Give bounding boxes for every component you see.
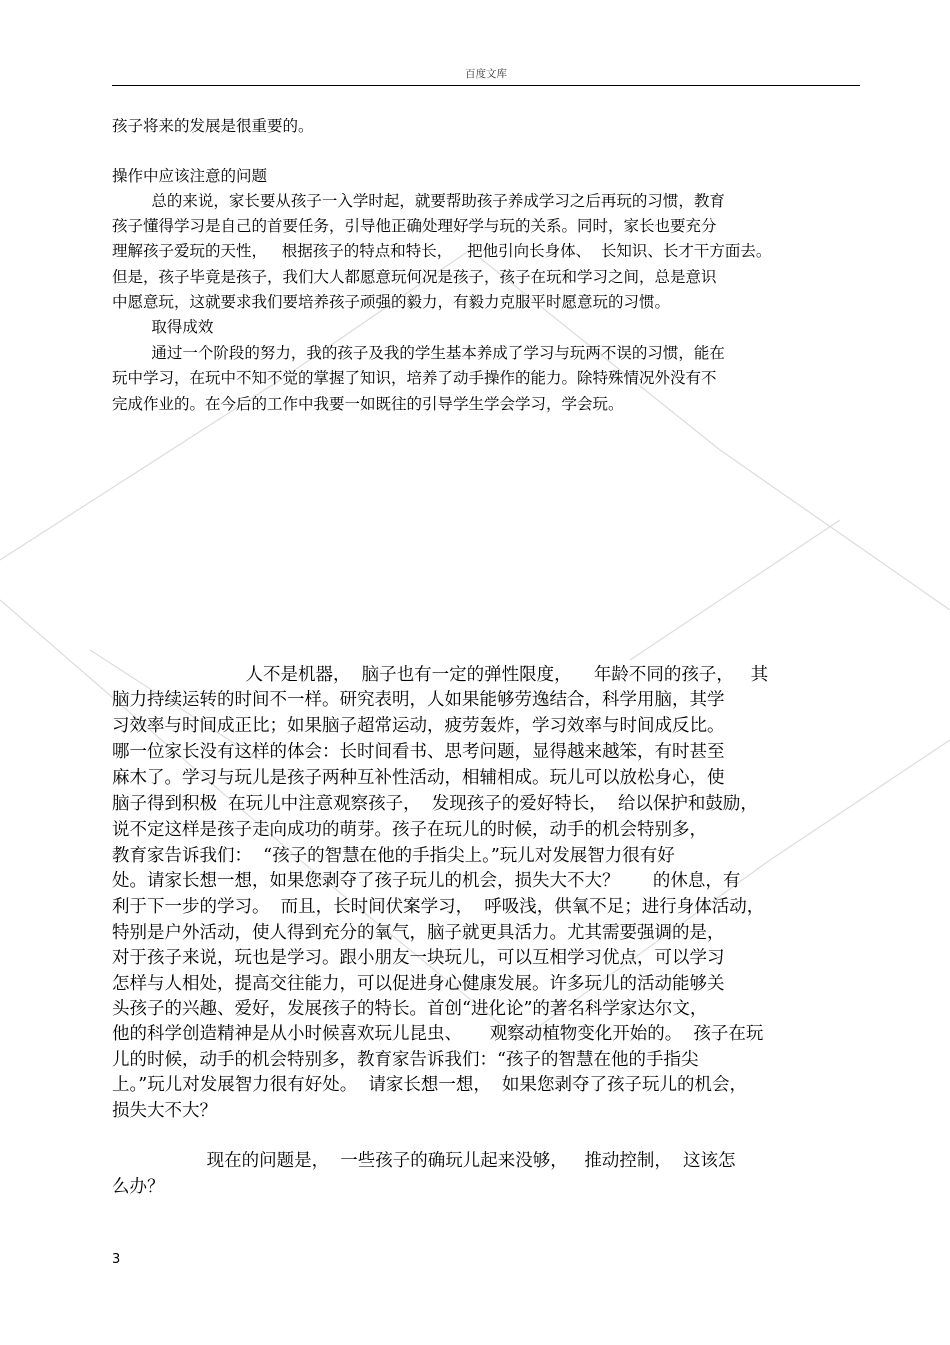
text-line: 损失大不大？ xyxy=(112,1101,217,1121)
text-line: 麻木了。学习与玩儿是孩子两种互补性活动，相辅相成。玩儿可以放松身心，使 xyxy=(112,768,725,788)
text-line: 玩中学习，在玩中不知不觉的掌握了知识，培养了动手操作的能力。除特殊情况外没有不 xyxy=(112,369,717,387)
text-line: 但是，孩子毕竟是孩子，我们大人都愿意玩何况是孩子，孩子在玩和学习之间，总是意识 xyxy=(112,268,717,286)
text-line: 处。请家长想一想，如果您剥夺了孩子玩儿的机会，损失大不大？ 的休息，有 xyxy=(112,871,741,891)
text-line: 哪一位家长没有这样的体会：长时间看书、思考问题，显得越来越笨，有时甚至 xyxy=(112,742,725,762)
text-line: 对于孩子来说，玩也是学习。跟小朋友一块玩儿，可以互相学习优点，可以学习 xyxy=(112,948,725,968)
page-header: 百度文库 xyxy=(465,68,507,80)
text-line: 理解孩子爱玩的天性， 根据孩子的特点和特长， 把他引向长身体、 长知识、长才干方面去。 xyxy=(112,242,772,260)
text-line: 怎样与人相处，提高交往能力，可以促进身心健康发展。许多玩儿的活动能够关 xyxy=(112,974,725,994)
text-line: 他的科学创造精神是从小时候喜欢玩儿昆虫、 观察动植物变化开始的。 孩子在玩 xyxy=(112,1024,764,1044)
section-heading: 操作中应该注意的问题 xyxy=(112,167,268,185)
text-line: 特别是户外活动，使人得到充分的氧气，脑子就更具活力。尤其需要强调的是， xyxy=(112,923,725,943)
text-line: 说不定这样是孩子走向成功的萌芽。孩子在玩儿的时候，动手的机会特别多， xyxy=(112,820,707,840)
text-line: 么办？ xyxy=(112,1177,165,1197)
text-line: 头孩子的兴趣、爱好，发展孩子的特长。首创“进化论”的著名科学家达尔文， xyxy=(112,999,708,1019)
text-line: 上。”玩儿对发展智力很有好处。 请家长想一想， 如果您剥夺了孩子玩儿的机会， xyxy=(112,1075,747,1095)
section-heading: 取得成效 xyxy=(112,318,214,336)
text-line: 总的来说，家长要从孩子一入学时起，就要帮助孩子养成学习之后再玩的习惯，教育 xyxy=(112,192,725,210)
text-line: 中愿意玩，这就要求我们要培养孩子顽强的毅力，有毅力克服平时愿意玩的习惯。 xyxy=(112,293,671,311)
text-line: 儿的时候，动手的机会特别多，教育家告诉我们：“孩子的智慧在他的手指尖 xyxy=(112,1050,699,1070)
page-number: 3 xyxy=(112,1252,121,1267)
text-line: 现在的问题是， 一些孩子的确玩儿起来没够， 推动控制， 这该怎 xyxy=(112,1151,736,1171)
text-line: 习效率与时间成正比；如果脑子超常运动，疲劳轰炸，学习效率与时间成反比。 xyxy=(112,716,725,736)
text-line: 脑子得到积极 在玩儿中注意观察孩子， 发现孩子的爱好特长， 给以保护和鼓励， xyxy=(112,794,758,814)
header-divider xyxy=(112,85,860,86)
text-line: 孩子将来的发展是很重要的。 xyxy=(112,117,314,135)
text-line: 完成作业的。在今后的工作中我要一如既往的引导学生学会学习，学会玩。 xyxy=(112,395,624,413)
text-line: 孩子懂得学习是自己的首要任务，引导他正确处理好学与玩的关系。同时，家长也要充分 xyxy=(112,217,717,235)
text-line: 利于下一步的学习。 而且，长时间伏案学习， 呼吸浅，供氧不足；进行身体活动， xyxy=(112,897,765,917)
text-line: 通过一个阶段的努力，我的孩子及我的学生基本养成了学习与玩两不误的习惯，能在 xyxy=(112,344,725,362)
text-line: 教育家告诉我们： “孩子的智慧在他的手指尖上。”玩儿对发展智力很有好 xyxy=(112,846,675,866)
text-line: 人不是机器， 脑子也有一定的弹性限度， 年龄不同的孩子， 其 xyxy=(112,665,769,685)
text-line: 脑力持续运转的时间不一样。研究表明，人如果能够劳逸结合，科学用脑，其学 xyxy=(112,690,725,710)
